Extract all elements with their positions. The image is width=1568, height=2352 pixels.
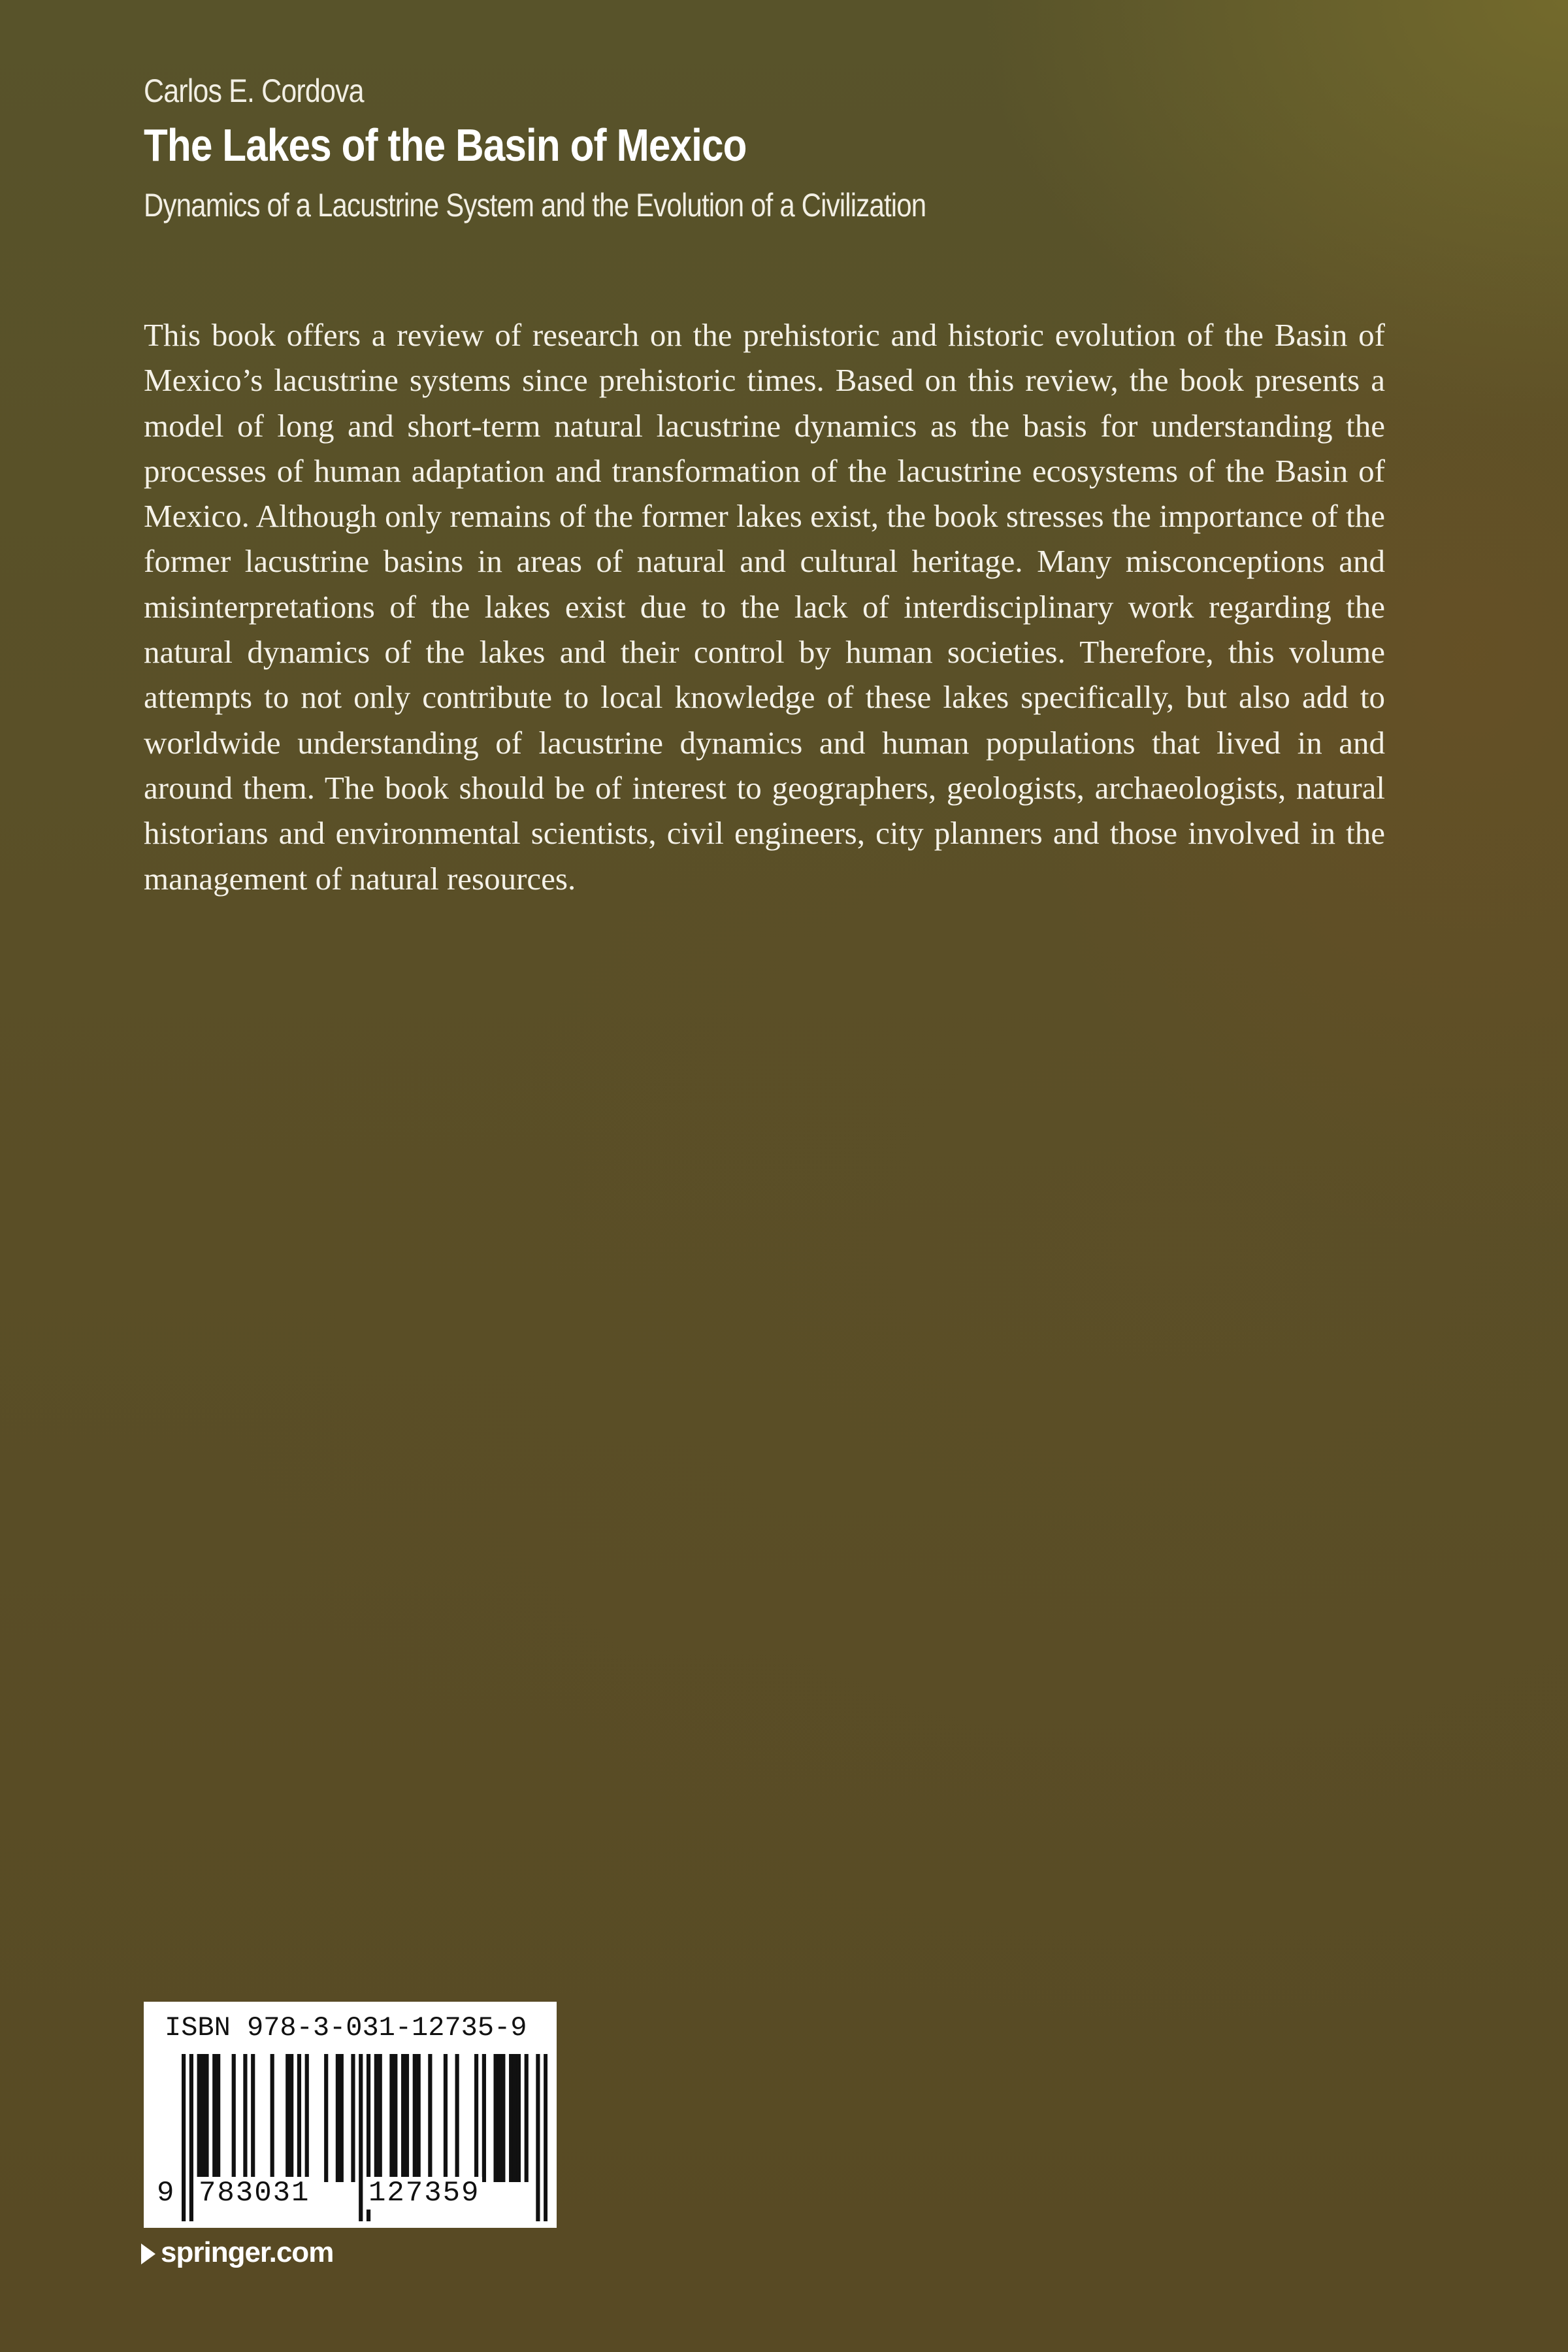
barcode-bar — [482, 2054, 486, 2182]
barcode-bar — [212, 2054, 216, 2182]
author-name: Carlos E. Cordova — [144, 73, 364, 109]
barcode-bar — [374, 2054, 378, 2182]
barcode-bar — [340, 2054, 344, 2182]
barcode-bar — [305, 2054, 309, 2182]
barcode-bar — [351, 2054, 355, 2182]
barcode-bar — [216, 2054, 220, 2182]
publisher-link[interactable]: springer.com — [161, 2236, 334, 2268]
book-title: The Lakes of the Basin of Mexico — [144, 120, 747, 171]
barcode-bar — [413, 2054, 417, 2182]
play-triangle-icon — [141, 2244, 155, 2264]
barcode-bar — [401, 2054, 405, 2182]
barcode-bar — [497, 2054, 501, 2182]
barcode-bar — [509, 2054, 513, 2182]
isbn-label: ISBN 978-3-031-12735-9 — [165, 2012, 527, 2044]
barcode-bar — [324, 2054, 328, 2182]
barcode-bar — [232, 2054, 236, 2182]
barcode-bar — [389, 2054, 393, 2182]
barcode-bar — [336, 2054, 340, 2182]
barcode-bar — [525, 2054, 529, 2182]
barcode-digit-group-right: 127359 — [366, 2177, 482, 2210]
barcode-digit-first: 9 — [157, 2177, 174, 2210]
barcode-bar — [493, 2054, 497, 2182]
barcode-digit-group-left: 783031 — [196, 2177, 312, 2210]
barcode-bar — [444, 2054, 448, 2182]
barcode-bar — [286, 2054, 289, 2182]
barcode-bar — [517, 2054, 521, 2182]
barcode-bar — [501, 2054, 505, 2182]
barcode-bar — [201, 2054, 204, 2182]
barcode-digits — [144, 2177, 557, 2217]
barcode-bar — [428, 2054, 432, 2182]
barcode-bar — [197, 2054, 201, 2182]
book-subtitle: Dynamics of a Lacustrine System and the Evolution of a Civilization — [144, 187, 926, 224]
barcode-bar — [455, 2054, 459, 2182]
barcode-bar — [417, 2054, 421, 2182]
publisher-link-row[interactable] — [141, 2236, 333, 2269]
barcode-bar — [270, 2054, 274, 2182]
barcode-bar — [243, 2054, 247, 2182]
barcode-bar — [297, 2054, 301, 2182]
isbn-barcode-block — [144, 2002, 557, 2228]
barcode-bar — [393, 2054, 397, 2182]
barcode-bar — [513, 2054, 517, 2182]
barcode-bar — [289, 2054, 293, 2182]
barcode-bar — [378, 2054, 382, 2182]
barcode-bar — [204, 2054, 208, 2182]
barcode-bar — [405, 2054, 409, 2182]
barcode-bar — [474, 2054, 478, 2182]
book-description: This book offers a review of research on the prehistoric and historic evolution of the Basin of Mexico’s lacustrine systems since prehistoric times. Based on this review, the book presents a model of long and short-term natural lacustrine dynamics as the basis for understanding the processes of human adaptation and transformation of the lacustrine ecosystems of the Basin of Mexico. Although only remains of the former lakes exist, the book stresses the importance of the former lacustrine basins in areas of natural and cultural heritage. Many misconceptions and misinterpretations of the lakes exist due to the lack of interdisciplinary work regarding the natural dynamics of the lakes and their control by human societies. Therefore, this volume attempts to not only contribute to local knowledge of these lakes specifically, but also add to worldwide understanding of lacustrine dynamics and human populations that lived in and around them. The book should be of interest to geographers, geologists, archaeologists, natural historians and environmental scientists, civil engineers, city planners and those involved in the management of natural resources. — [144, 317, 1385, 897]
barcode-bar — [251, 2054, 255, 2182]
